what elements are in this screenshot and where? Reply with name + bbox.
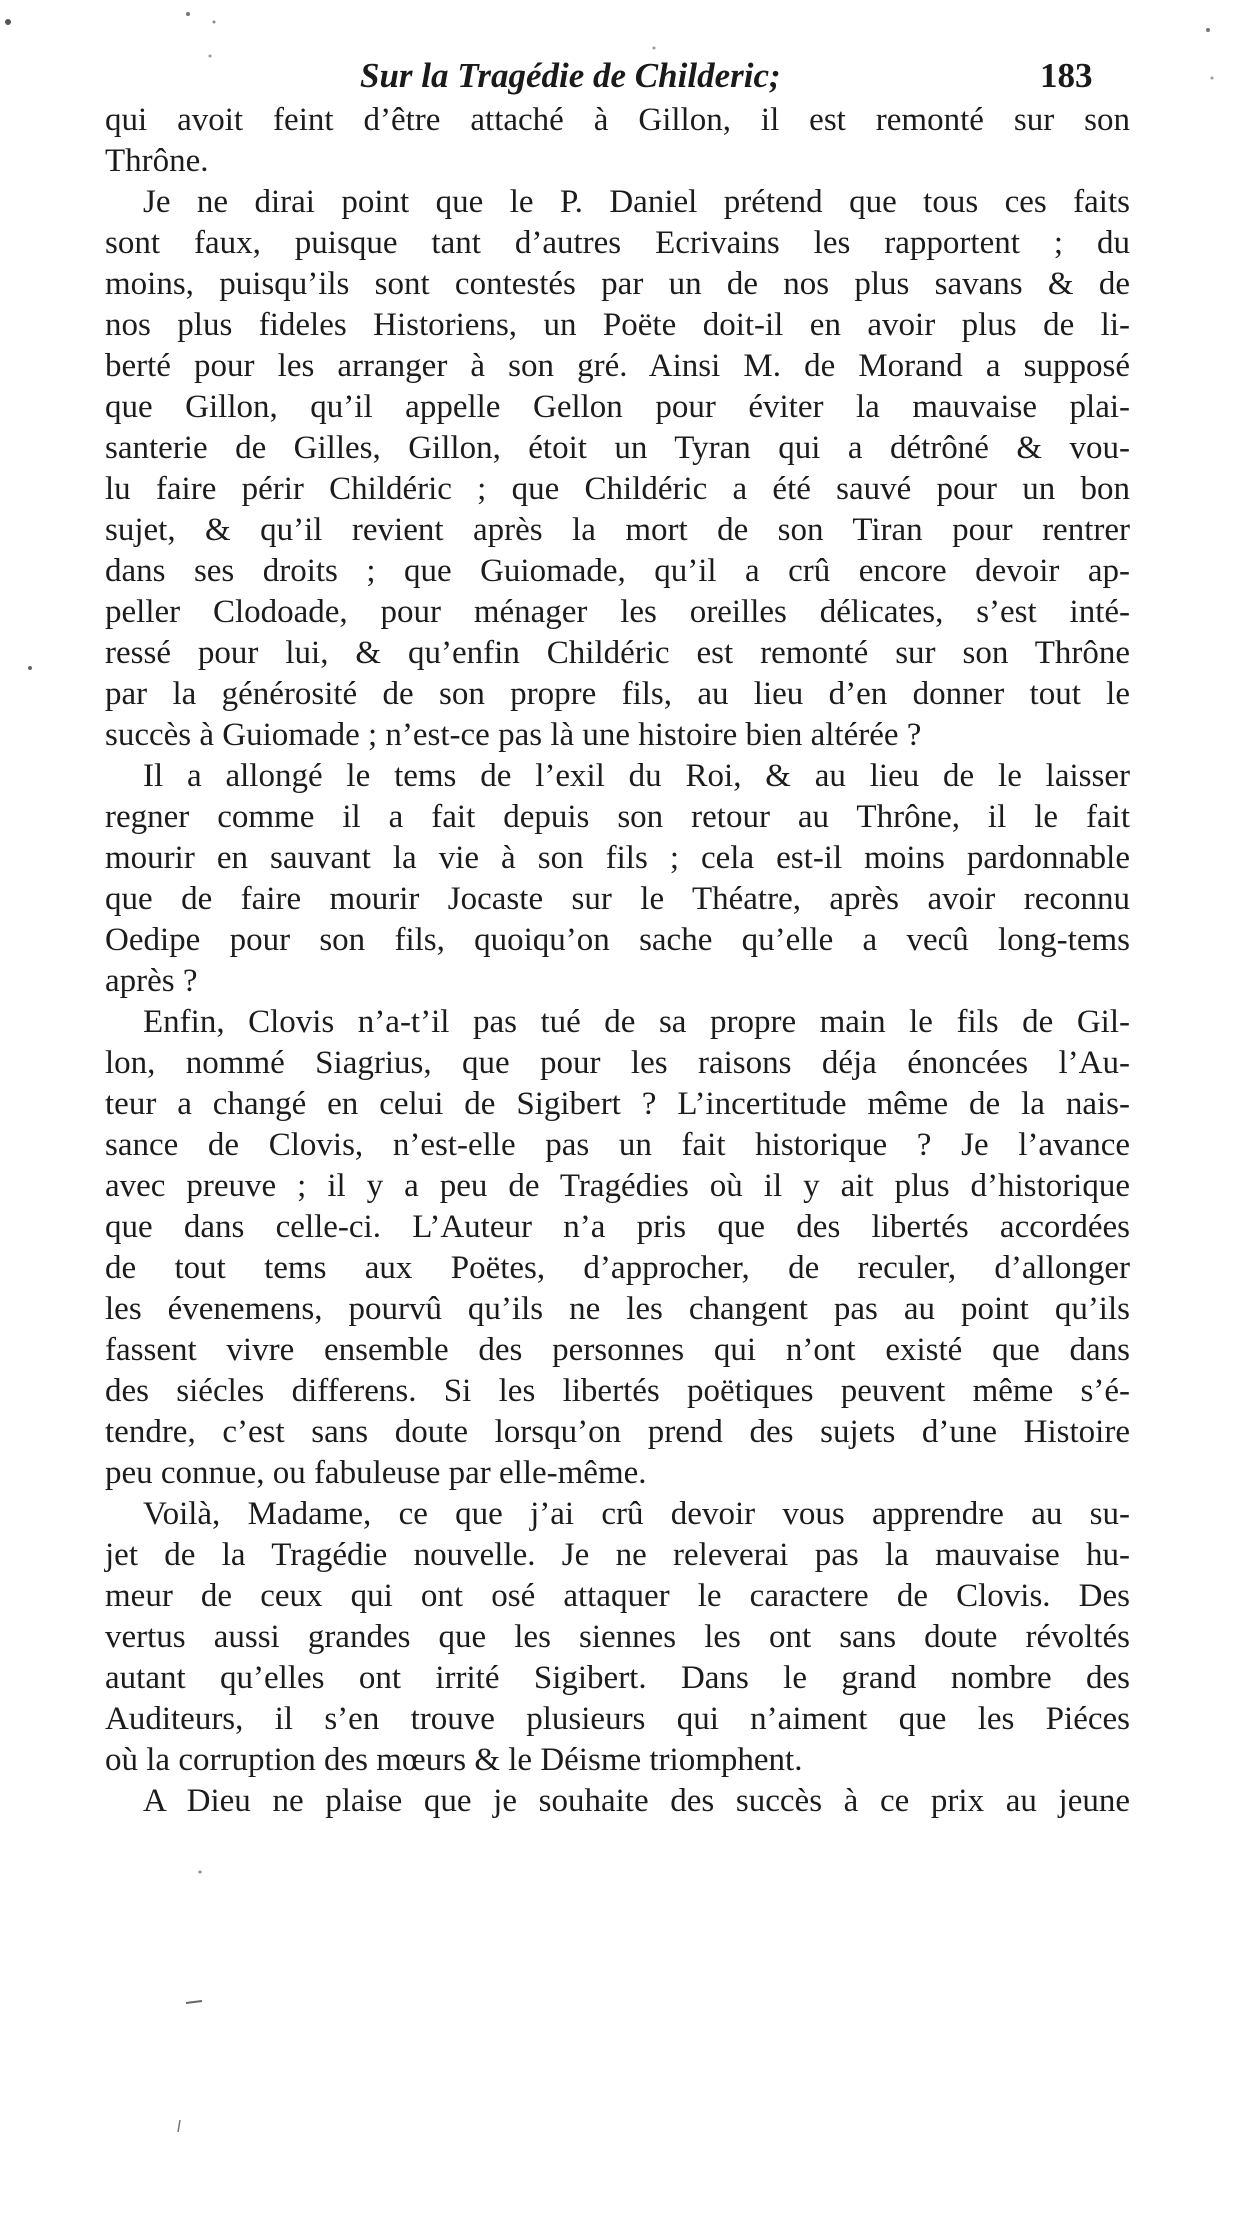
text-line: regner comme il a fait depuis son retour au Thrône, il le fait <box>105 799 1130 835</box>
text-line: santerie de Gilles, Gillon, étoit un Tyran qui a détrôné & vou- <box>105 430 1130 466</box>
text-line: sujet, & qu’il revient après la mort de son Tiran pour rentrer <box>105 512 1130 548</box>
text-line: les évenemens, pourvû qu’ils ne les changent pas au point qu’ils <box>105 1291 1130 1327</box>
text-line: après ? <box>105 963 198 999</box>
text-line: lu faire périr Childéric ; que Childéric a été sauvé pour un bon <box>105 471 1130 507</box>
body-text <box>105 100 1130 1822</box>
running-head <box>360 56 1140 106</box>
text-line: Thrône. <box>105 143 209 179</box>
text-line: ressé pour lui, & qu’enfin Childéric est remonté sur son Thrône <box>105 635 1130 671</box>
text-line: Auditeurs, il s’en trouve plusieurs qui n’aiment que les Piéces <box>105 1701 1130 1737</box>
text-line: sance de Clovis, n’est-elle pas un fait historique ? Je l’avance <box>105 1127 1130 1163</box>
text-line: moins, puisqu’ils sont contestés par un de nos plus savans & de <box>105 266 1130 302</box>
text-line: meur de ceux qui ont osé attaquer le caractere de Clovis. Des <box>105 1578 1130 1614</box>
text-line: par la générosité de son propre fils, au lieu d’en donner tout le <box>105 676 1130 712</box>
text-line: où la corruption des mœurs & le Déisme triomphent. <box>105 1742 803 1778</box>
text-line: Voilà, Madame, ce que j’ai crû devoir vous apprendre au su- <box>143 1496 1130 1532</box>
text-line: sont faux, puisque tant d’autres Ecrivains les rapportent ; du <box>105 225 1130 261</box>
text-line: des siécles differens. Si les libertés poëtiques peuvent même s’é- <box>105 1373 1130 1409</box>
text-line: de tout tems aux Poëtes, d’approcher, de reculer, d’allonger <box>105 1250 1130 1286</box>
page-number: 183 <box>1040 56 1093 95</box>
running-title: Sur la Tragédie de Childeric; <box>360 56 781 95</box>
text-line: Il a allongé le tems de l’exil du Roi, & au lieu de le laisser <box>143 758 1130 794</box>
text-line: qui avoit feint d’être attaché à Gillon, il est remonté sur son <box>105 102 1130 138</box>
text-line: succès à Guiomade ; n’est-ce pas là une histoire bien altérée ? <box>105 717 922 753</box>
text-line: berté pour les arranger à son gré. Ainsi M. de Morand a supposé <box>105 348 1130 384</box>
text-line: jet de la Tragédie nouvelle. Je ne releverai pas la mauvaise hu- <box>105 1537 1130 1573</box>
text-line: vertus aussi grandes que les siennes les ont sans doute révoltés <box>105 1619 1130 1655</box>
text-line: fassent vivre ensemble des personnes qui n’ont existé que dans <box>105 1332 1130 1368</box>
text-line: peller Clodoade, pour ménager les oreilles délicates, s’est inté- <box>105 594 1130 630</box>
text-line: que dans celle-ci. L’Auteur n’a pris que des libertés accordées <box>105 1209 1130 1245</box>
text-line: teur a changé en celui de Sigibert ? L’incertitude même de la nais- <box>105 1086 1130 1122</box>
text-line: que de faire mourir Jocaste sur le Théatre, après avoir reconnu <box>105 881 1130 917</box>
text-line: que Gillon, qu’il appelle Gellon pour éviter la mauvaise plai- <box>105 389 1130 425</box>
text-line: avec preuve ; il y a peu de Tragédies où il y ait plus d’historique <box>105 1168 1130 1204</box>
text-line: Oedipe pour son fils, quoiqu’on sache qu’elle a vecû long-tems <box>105 922 1130 958</box>
text-line: lon, nommé Siagrius, que pour les raisons déja énoncées l’Au- <box>105 1045 1130 1081</box>
text-line: autant qu’elles ont irrité Sigibert. Dans le grand nombre des <box>105 1660 1130 1696</box>
text-line: mourir en sauvant la vie à son fils ; cela est-il moins pardonnable <box>105 840 1130 876</box>
text-line: Je ne dirai point que le P. Daniel prétend que tous ces faits <box>143 184 1130 220</box>
text-line: dans ses droits ; que Guiomade, qu’il a crû encore devoir ap- <box>105 553 1130 589</box>
text-line: Enfin, Clovis n’a-t’il pas tué de sa propre main le fils de Gil- <box>143 1004 1130 1040</box>
text-line: peu connue, ou fabuleuse par elle-même. <box>105 1455 647 1491</box>
text-line: nos plus fideles Historiens, un Poëte doit-il en avoir plus de li- <box>105 307 1130 343</box>
text-line: A Dieu ne plaise que je souhaite des succès à ce prix au jeune <box>143 1783 1130 1819</box>
text-line: tendre, c’est sans doute lorsqu’on prend des sujets d’une Histoire <box>105 1414 1130 1450</box>
